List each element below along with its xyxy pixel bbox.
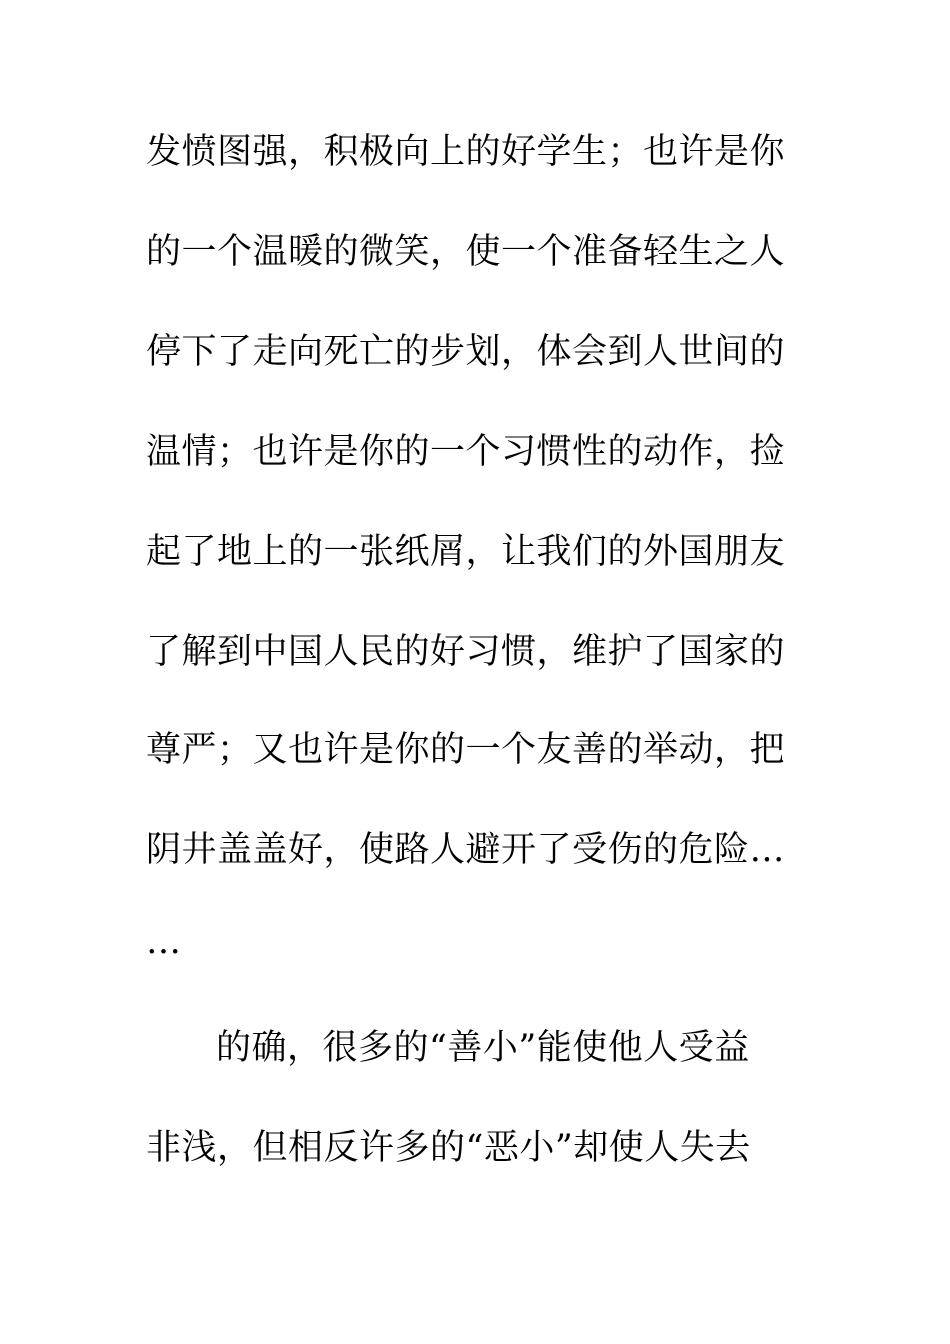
text-line: … [146,922,182,962]
text-line: 了解到中国人民的好习惯，维护了国家的 [146,632,786,672]
text-line: 尊严；又也许是你的一个友善的举动，把 [146,730,786,770]
text-line: 发愤图强，积极向上的好学生；也许是你 [146,132,786,172]
text-line: 起了地上的一张纸屑，让我们的外国朋友 [146,532,786,572]
text-line: 温情；也许是你的一个习惯性的动作，捡 [146,432,786,472]
text-line: 阴井盖盖好，使路人避开了受伤的危险… [146,830,786,870]
paragraph-start-line: 的确，很多的“善小”能使他人受益 [216,1028,750,1068]
text-line: 停下了走向死亡的步划，体会到人世间的 [146,332,786,372]
text-line: 的一个温暖的微笑，使一个准备轻生之人 [146,232,786,272]
text-line: 非浅，但相反许多的“恶小”却使人失去 [146,1128,751,1168]
